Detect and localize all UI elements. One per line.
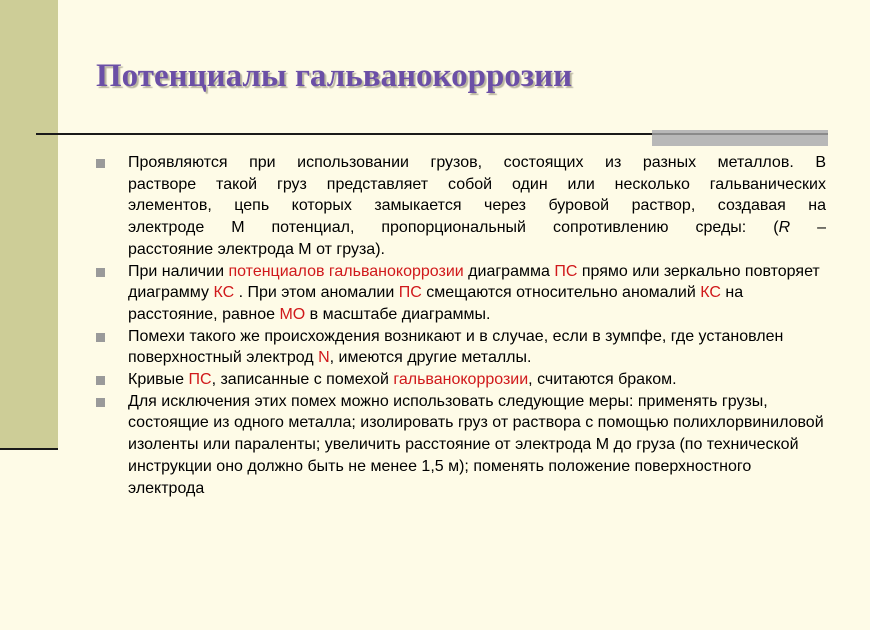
bullet-1-line-5: расстояние электрода М от груза). xyxy=(128,240,385,258)
bullet-2-highlight-4: ПС xyxy=(398,284,422,302)
bullet-1-line-2: растворе такой груз представляет собой один или несколько гальванических xyxy=(128,175,826,193)
bullet-2-text-7: в масштабе диаграммы. xyxy=(305,305,491,323)
bullet-item-5 xyxy=(96,391,826,500)
bullet-2-text-3: прямо или зеркально повторяет диаграмму xyxy=(128,262,820,302)
bullet-1-line-4-text: электроде М потенциал, пропорциональный сопротивлению среды: ( xyxy=(128,219,779,237)
bullet-2-highlight-3: КС xyxy=(213,284,235,302)
left-decor-band xyxy=(0,0,58,450)
bullet-4-highlight-1: ПС xyxy=(188,371,212,389)
bullet-4-highlight-2: гальванокоррозии xyxy=(393,371,529,389)
square-bullet-icon xyxy=(96,333,105,342)
bullet-1-line-4-end: – xyxy=(790,219,827,237)
bullet-4-text-1: Кривые xyxy=(128,371,189,389)
bullet-3-highlight-1: N xyxy=(318,349,330,367)
square-bullet-icon xyxy=(96,398,105,407)
bullet-3-text-2: , имеются другие металлы. xyxy=(329,349,532,367)
bullet-2-highlight-6: МО xyxy=(279,305,306,323)
bullet-list xyxy=(96,152,826,499)
bullet-2-text-6: на расстояние, равное xyxy=(128,284,744,323)
bullet-3-text-1: Помехи такого же происхождения возникают и в случае, если в зумпфе, где установлен поверхностный электрод xyxy=(128,327,784,367)
bullet-item-2 xyxy=(96,261,826,326)
bullet-2-text-1: При наличии xyxy=(128,262,229,280)
bullet-1-line-4 xyxy=(128,217,826,239)
square-bullet-icon xyxy=(96,159,105,168)
bullet-5-text: Для исключения этих помех можно использовать следующие меры: применять грузы, состоящие из одного металла; изолировать груз от раствора с помощью полихлорвиниловой изоленты или параленты; увеличить расстояние от электрода М до груза (по технической инструкции оно должно быть не менее 1,5 м); поменять положение поверхностного электрода xyxy=(128,392,824,497)
bullet-item-4 xyxy=(96,369,826,391)
title-rule xyxy=(36,133,652,135)
slide-title: Потенциалы гальванокоррозии xyxy=(96,58,573,94)
bullet-2-highlight-2: ПС xyxy=(554,262,578,280)
bullet-1-line-1: Проявляются при использовании грузов, состоящих из разных металлов. В xyxy=(128,154,826,171)
bullet-item-1 xyxy=(96,152,826,261)
title-rule-box-line xyxy=(652,133,828,135)
bullet-2-text-2: диаграмма xyxy=(463,262,555,280)
bullet-2-text-4: . При этом аномалии xyxy=(234,284,399,302)
bullet-item-3 xyxy=(96,326,826,369)
bullet-1-r-symbol: R xyxy=(778,219,791,237)
bullet-2-highlight-5: КС xyxy=(700,284,721,302)
left-band-underline xyxy=(0,448,58,450)
bullet-4-text-2: , записанные с помехой xyxy=(211,371,394,389)
square-bullet-icon xyxy=(96,376,105,385)
bullet-1-line-3: элементов, цепь которых замыкается через буровой раствор, создавая на xyxy=(128,197,826,215)
bullet-2-highlight-1: потенциалов гальванокоррозии xyxy=(228,262,464,280)
bullet-2-text-5: смещаются относительно аномалий xyxy=(421,284,701,302)
bullet-4-text-3: , считаются браком. xyxy=(528,371,677,389)
square-bullet-icon xyxy=(96,268,105,277)
